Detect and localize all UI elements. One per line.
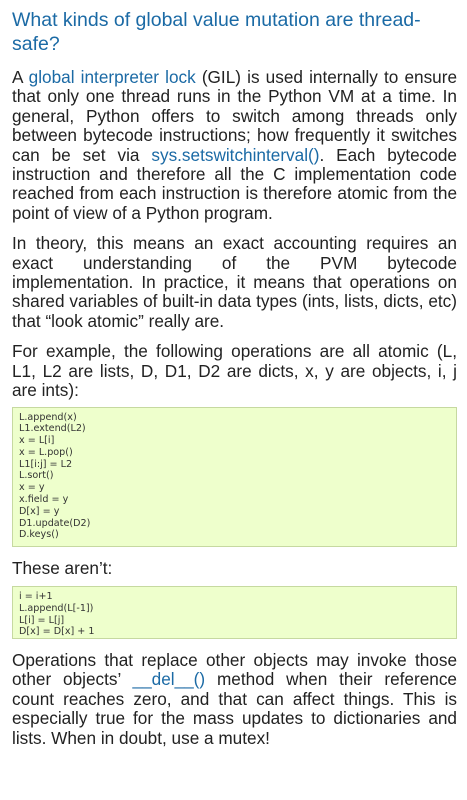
code-line: x = L.pop() bbox=[19, 446, 73, 458]
code-line: i = i+1 bbox=[19, 590, 53, 602]
code-line: L.append(L[-1]) bbox=[19, 602, 94, 614]
code-line: x.field = y bbox=[19, 494, 69, 506]
non-atomic-intro: These aren’t: bbox=[12, 557, 113, 578]
code-line: L[i] = L[j] bbox=[19, 614, 65, 626]
del-text-2: method when their reference count reaches zero, and that can affect things. This is especially true for the mass updates to dictionaries and lists. When in doubt, use a mutex! bbox=[12, 669, 457, 748]
example-paragraph: For example, the following operations are all atomic (L, L1, L2 are lists, D, D1, D2 are dicts, x, y are objects, i, j are ints): bbox=[12, 341, 457, 401]
code-line: L1[i:j] = L2 bbox=[19, 458, 73, 470]
del-text-1: Operations that replace other objects may invoke those other objects’ bbox=[12, 649, 457, 690]
global-interpreter-lock-link[interactable]: global interpreter lock bbox=[28, 67, 196, 87]
code-line: L.sort() bbox=[19, 470, 54, 482]
code-line: D[x] = y bbox=[19, 505, 60, 517]
del-method-paragraph bbox=[12, 651, 457, 748]
code-line: L.append(x) bbox=[19, 411, 77, 423]
code-line: D.keys() bbox=[19, 529, 59, 541]
non-atomic-operations-code-block bbox=[12, 586, 457, 639]
gil-text-1: A bbox=[12, 67, 29, 87]
atomic-operations-code-block bbox=[12, 407, 457, 547]
code-line: D1.update(D2) bbox=[19, 517, 91, 529]
setswitchinterval-link[interactable]: sys.setswitchinterval() bbox=[151, 144, 320, 165]
del-method-link[interactable]: __del__() bbox=[132, 669, 206, 690]
gil-text-3: . Each bytecode instruction and therefore all the C implementation code reached from each instruction is therefore atomic from the point of view of a Python program. bbox=[12, 144, 457, 223]
code-line: x = y bbox=[19, 482, 45, 494]
code-line: x = L[i] bbox=[19, 435, 55, 447]
gil-text-2: (GIL) is used internally to ensure that only one thread runs in the Python VM at a time. In general, Python offers to switch among threads only between bytecode instructions; how frequently it switches can be set via bbox=[12, 67, 458, 165]
theory-paragraph: In theory, this means an exact accounting requires an exact understanding of the PVM bytecode implementation. In practice, it means that operations on shared variables of built-in data types (ints, lists, dicts, etc) that “look atomic” really are. bbox=[12, 233, 457, 331]
code-line: D[x] = D[x] + 1 bbox=[19, 626, 95, 638]
code-line: L1.extend(L2) bbox=[19, 423, 86, 435]
section-heading: What kinds of global value mutation are thread-safe? bbox=[12, 9, 421, 55]
gil-paragraph bbox=[12, 68, 457, 223]
